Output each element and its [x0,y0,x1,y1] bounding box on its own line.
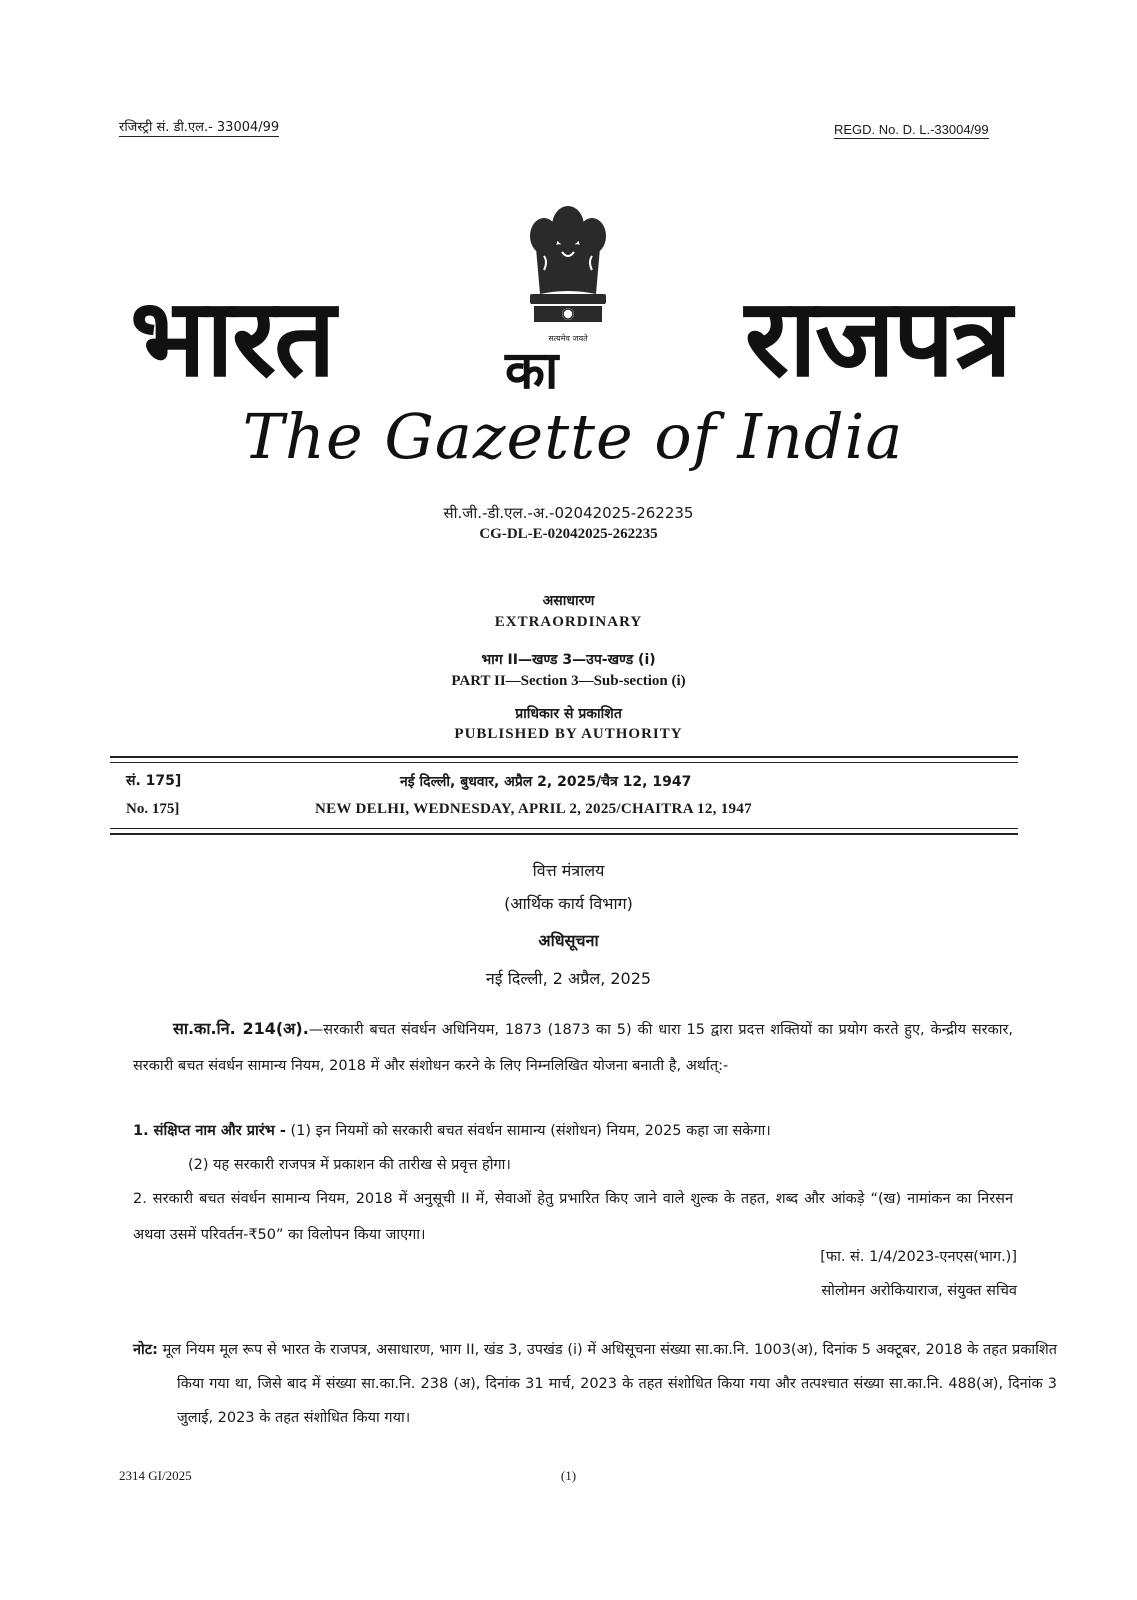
top-divider [110,756,1018,758]
gsr-number: सा.का.नि. 214(अ). [173,1019,309,1038]
bottom-divider-thin [110,828,1018,829]
paragraph-rule-2: 2. सरकारी बचत संवर्धन सामान्य नियम, 2018 में अनुसूची II में, सेवाओं हेतु प्रभारित किए जाने वाले शुल्क के तहत, शब्द और आंकड़े “(ख) नामांकन का निरसन अथवा उसमें परिवर्तन-₹50” का विलोपन किया जाएगा। [133,1191,1013,1243]
top-divider-thin [110,762,1018,763]
signatory: सोलोमन अरोकियाराज, संयुक्त सचिव [821,1283,1017,1299]
department-name: (आर्थिक कार्य विभाग) [504,894,633,913]
bottom-divider [110,833,1018,835]
masthead-word-rajpatra: राजपत्र [744,276,1010,401]
short-title-heading: 1. संक्षिप्त नाम और प्रारंभ - [133,1123,286,1139]
extraordinary-hindi: असाधारण [542,593,595,609]
masthead-english: The Gazette of India [242,400,904,473]
preamble-text: —सरकारी बचत संवर्धन अधिनियम, 1873 (1873 का 5) की धारा 15 द्वारा प्रदत्त शक्तियों का प्रयोग करते हुए, केन्द्रीय सरकार, सरकारी बचत संवर्धन सामान्य नियम, 2018 में और संशोधन करने के लिए निम्नलिखित योजना बनाती है, अर्थात्:- [133,1022,1013,1074]
issue-number-hindi: सं. 175] [126,773,182,789]
ministry-name: वित्त मंत्रालय [532,861,605,880]
rule-1-text: (1) इन नियमों को सरकारी बचत संवर्धन सामान्य (संशोधन) नियम, 2025 कहा जा सकेगा। [285,1123,771,1139]
emblem-motto: सत्यमेव जयते [548,334,588,343]
masthead-word-bharat: भारत [130,276,334,401]
paragraph-rule-1 [133,1113,1013,1149]
notification-title: अधिसूचना [538,931,599,950]
page-number: (1) [560,1468,577,1483]
place-date: नई दिल्ली, 2 अप्रैल, 2025 [485,969,652,988]
published-by-authority-hindi: प्राधिकार से प्रकाशित [515,706,622,722]
part-section-english: PART II—Section 3—Sub-section (i) [451,673,686,689]
issue-number-english: No. 175] [126,801,180,817]
print-code: 2314 GI/2025 [119,1468,192,1483]
issue-date-hindi: नई दिल्ली, बुधवार, अप्रैल 2, 2025/चैत्र 12, 1947 [400,774,692,790]
registry-number-hindi: रजिस्ट्री सं. डी.एल.- 33004/99 [119,117,279,137]
masthead-word-ka: का [505,341,559,401]
file-reference: [फा. सं. 1/4/2023-एनएस(भाग.)] [820,1249,1017,1265]
note-paragraph [133,1333,1057,1435]
issue-date-english: NEW DELHI, WEDNESDAY, APRIL 2, 2025/CHAITRA 12, 1947 [315,801,752,817]
part-section-hindi: भाग II—खण्ड 3—उप-खण्ड (i) [481,652,656,668]
cg-number-english: CG-DL-E-02042025-262235 [479,526,658,542]
paragraph-preamble [133,1011,1013,1084]
paragraph-rule-1-2: (2) यह सरकारी राजपत्र में प्रकाशन की तारीख से प्रवृत्त होगा। [188,1157,511,1173]
note-text: मूल नियम मूल रूप से भारत के राजपत्र, असाधारण, भाग II, खंड 3, उपखंड (i) में अधिसूचना संख्या सा.का.नि. 1003(अ), दिनांक 5 अक्टूबर, 2018 के तहत प्रकाशित किया गया था, जिसे बाद में संख्या सा.का.नि. 238 (अ), दिनांक 31 मार्च, 2023 के तहत संशोधित किया गया और तत्पश्चात संख्या सा.का.नि. 488(अ), दिनांक 3 जुलाई, 2023 के तहत संशोधित किया गया। [157,1342,1057,1426]
masthead-hindi [130,276,1010,415]
cg-number-hindi: सी.जी.-डी.एल.-अ.-02042025-262235 [443,504,694,522]
note-label: नोट: [133,1342,158,1358]
registry-number-english: REGD. No. D. L.-33004/99 [834,122,989,137]
extraordinary-english: EXTRAORDINARY [494,614,643,630]
published-by-authority-english: PUBLISHED BY AUTHORITY [454,726,683,742]
